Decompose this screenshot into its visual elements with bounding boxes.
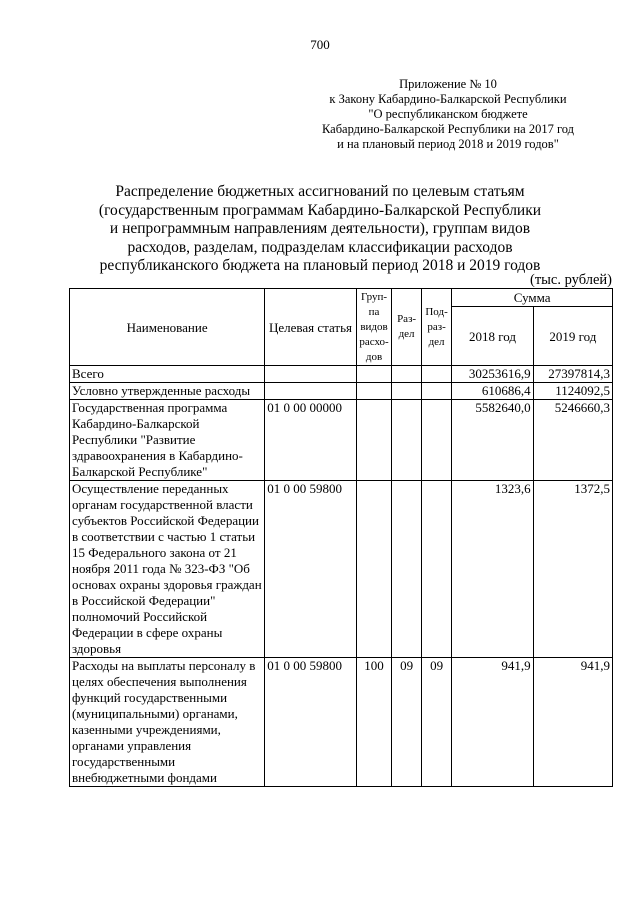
units-label: (тыс. рублей) (530, 272, 612, 288)
table-row (70, 481, 613, 658)
row-subsection: 09 (421, 658, 452, 787)
title-line: Распределение бюджетных ассигнований по целевым статьям (115, 183, 525, 200)
row-name: Всего (70, 366, 265, 383)
row-sum-2019: 1372,5 (533, 481, 612, 658)
header-subsection: Под-раз-дел (421, 289, 452, 366)
row-target: 01 0 00 00000 (265, 400, 357, 481)
page-number: 700 (310, 37, 330, 52)
row-subsection (421, 400, 452, 481)
header-expense-group: Груп-па видов расхо-дов (356, 289, 392, 366)
row-sum-2019: 27397814,3 (533, 366, 612, 383)
row-subsection (421, 383, 452, 400)
row-group (356, 481, 392, 658)
row-name: Государственная программа Кабардино-Балкарской Республики "Развитие здравоохранения в Кабардино-Балкарской Республике" (70, 400, 265, 481)
table-row (70, 366, 613, 383)
row-sum-2019: 1124092,5 (533, 383, 612, 400)
appendix-line: и на плановый период 2018 и 2019 годов" (337, 137, 559, 151)
row-section (392, 481, 421, 658)
row-group (356, 400, 392, 481)
row-name: Расходы на выплаты персоналу в целях обеспечения выполнения функций государственными (муниципальными) органами, казенными учреждениями, органами управления государственными внебюджетными фондами (70, 658, 265, 787)
row-sum-2018: 941,9 (452, 658, 533, 787)
row-name: Условно утвержденные расходы (70, 383, 265, 400)
row-section (392, 400, 421, 481)
row-target (265, 383, 357, 400)
row-group: 100 (356, 658, 392, 787)
row-name: Осуществление переданных органам государственной власти субъектов Российской Федерации в соответствии с частью 1 статьи 15 Федерального закона от 21 ноября 2011 года № 323-ФЗ "Об основах охраны здоровья граждан в Российской Федерации" полномочий Российской Федерации в сфере охраны здоровья (70, 481, 265, 658)
row-group (356, 366, 392, 383)
row-section: 09 (392, 658, 421, 787)
header-name: Наименование (70, 289, 265, 366)
header-section: Раз-дел (392, 289, 421, 366)
budget-table (69, 288, 613, 787)
row-sum-2018: 610686,4 (452, 383, 533, 400)
row-sum-2018: 1323,6 (452, 481, 533, 658)
title-line: и непрограммным направлениям деятельности), группам видов (109, 220, 531, 237)
row-section (392, 383, 421, 400)
row-section (392, 366, 421, 383)
row-subsection (421, 366, 452, 383)
row-target (265, 366, 357, 383)
row-sum-2018: 30253616,9 (452, 366, 533, 383)
appendix-line: Кабардино-Балкарской Республики на 2017 год (321, 122, 575, 136)
title-line: республиканского бюджета на плановый период 2018 и 2019 годов (99, 257, 541, 274)
appendix-line: Приложение № 10 (399, 77, 497, 91)
row-sum-2019: 941,9 (533, 658, 612, 787)
header-year-2019: 2019 год (533, 307, 612, 366)
row-target: 01 0 00 59800 (265, 658, 357, 787)
appendix-line: к Закону Кабардино-Балкарской Республики (329, 92, 567, 106)
header-target-item: Целевая статья (265, 289, 357, 366)
row-target: 01 0 00 59800 (265, 481, 357, 658)
header-sum: Сумма (452, 289, 613, 307)
row-sum-2019: 5246660,3 (533, 400, 612, 481)
title-line: (государственным программам Кабардино-Балкарской Республики (98, 201, 542, 219)
document-title (60, 183, 580, 276)
table-row (70, 658, 613, 787)
row-group (356, 383, 392, 400)
appendix-header (298, 77, 598, 152)
row-subsection (421, 481, 452, 658)
header-year-2018: 2018 год (452, 307, 533, 366)
appendix-line: "О республиканском бюджете (368, 107, 528, 121)
title-line: расходов, разделам, подразделам классификации расходов (127, 238, 513, 256)
row-sum-2018: 5582640,0 (452, 400, 533, 481)
table-row (70, 400, 613, 481)
table-row (70, 383, 613, 400)
